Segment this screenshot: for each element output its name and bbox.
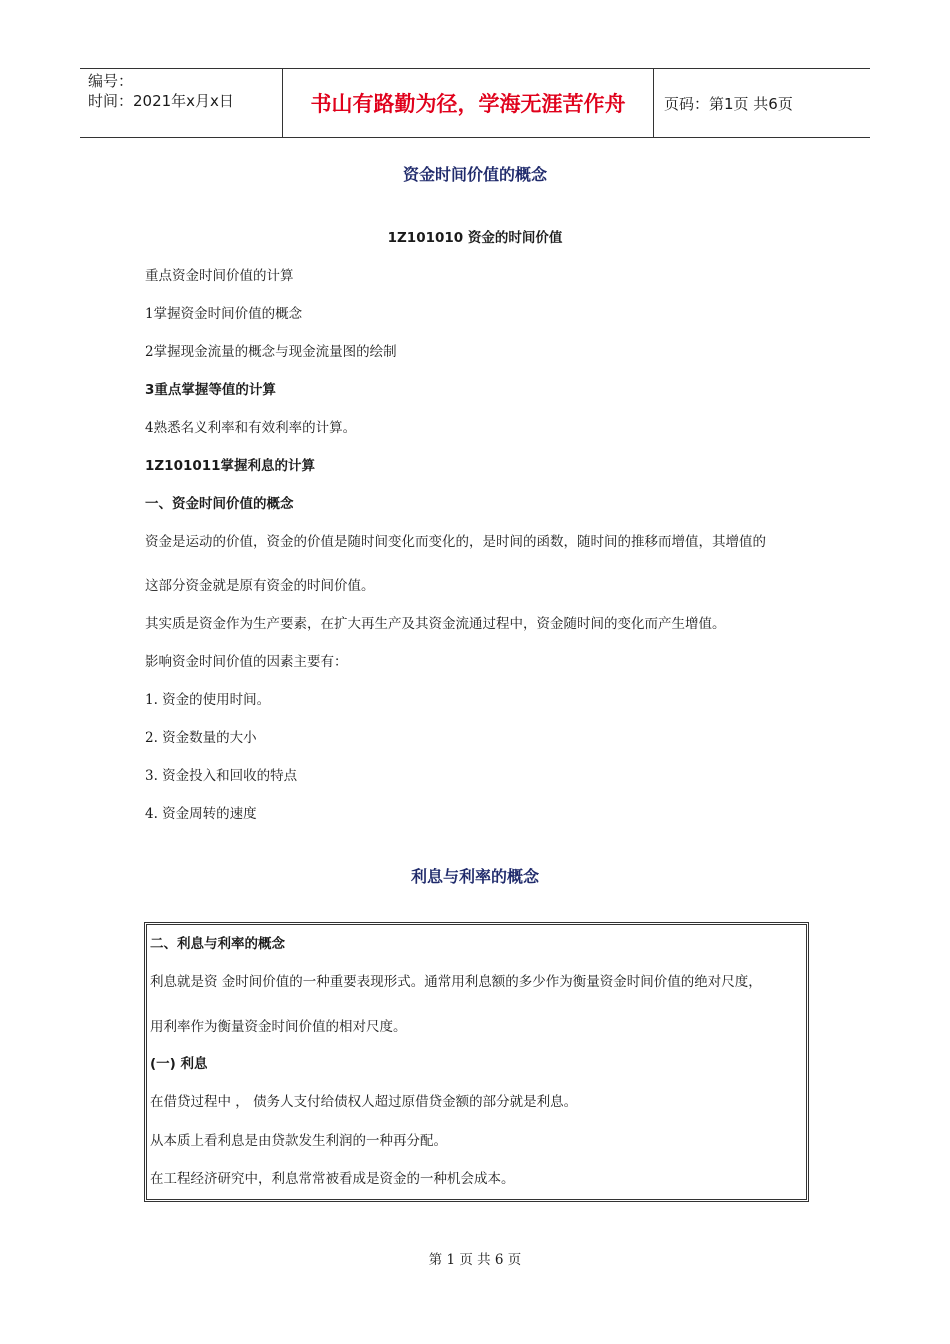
section-title-time-value: 资金时间价值的概念 [402, 165, 547, 184]
paragraph-line: 重点资金时间价值的计算 [145, 268, 294, 284]
page-header [80, 68, 870, 138]
section-subtitle: 1Z101010 资金的时间价值 [387, 230, 563, 246]
paragraph-line: 4熟悉名义利率和有效利率的计算。 [145, 420, 357, 436]
section-title-interest: 利息与利率的概念 [410, 867, 539, 886]
paragraph-line: 资金是运动的价值，资金的价值是随时间变化而变化的，是时间的函数，随时间的推移而增值，其增值的 [145, 534, 766, 550]
document-number-label: 编号： [88, 72, 134, 90]
list-item: 3. 资金投入和回收的特点 [145, 768, 298, 784]
document-date-label: 时间：2021年x月x日 [88, 92, 234, 110]
paragraph-line: 这部分资金就是原有资金的时间价值。 [145, 578, 375, 594]
paragraph-line: 1掌握资金时间价值的概念 [145, 306, 303, 322]
header-meta [80, 69, 282, 137]
box-heading: 二、利息与利率的概念 [150, 936, 285, 952]
box-subheading: (一) 利息 [150, 1056, 208, 1072]
box-line: 用利率作为衡量资金时间价值的相对尺度。 [150, 1019, 407, 1035]
paragraph-line: 影响资金时间价值的因素主要有： [145, 654, 348, 670]
box-line: 利息就是资 金时间价值的一种重要表现形式。通常用利息额的多少作为衡量资金时间价值的绝对尺度， [150, 974, 762, 990]
list-item: 2. 资金数量的大小 [145, 730, 257, 746]
list-item: 1. 资金的使用时间。 [145, 692, 271, 708]
paragraph-line: 其实质是资金作为生产要素，在扩大再生产及其资金流通过程中，资金随时间的变化而产生增值。 [145, 616, 726, 632]
box-line: 在借贷过程中 ， 债务人支付给债权人超过原借贷金额的部分就是利息。 [150, 1094, 578, 1110]
header-page-number: 页码：第1页 共6页 [664, 94, 793, 113]
paragraph-line: 2掌握现金流量的概念与现金流量图的绘制 [145, 344, 397, 360]
paragraph-heading: 1Z101011掌握利息的计算 [145, 458, 316, 474]
page-footer: 第 1 页 共 6 页 [428, 1252, 522, 1268]
list-item: 4. 资金周转的速度 [145, 806, 257, 822]
interest-box [144, 922, 809, 1202]
box-line: 从本质上看利息是由贷款发生利润的一种再分配。 [150, 1133, 447, 1149]
box-line: 在工程经济研究中，利息常常被看成是资金的一种机会成本。 [150, 1171, 515, 1187]
header-motto: 书山有路勤为径，学海无涯苦作舟 [282, 69, 654, 137]
paragraph-heading: 一、资金时间价值的概念 [145, 496, 294, 512]
paragraph-line-bold: 3重点掌握等值的计算 [145, 382, 276, 398]
